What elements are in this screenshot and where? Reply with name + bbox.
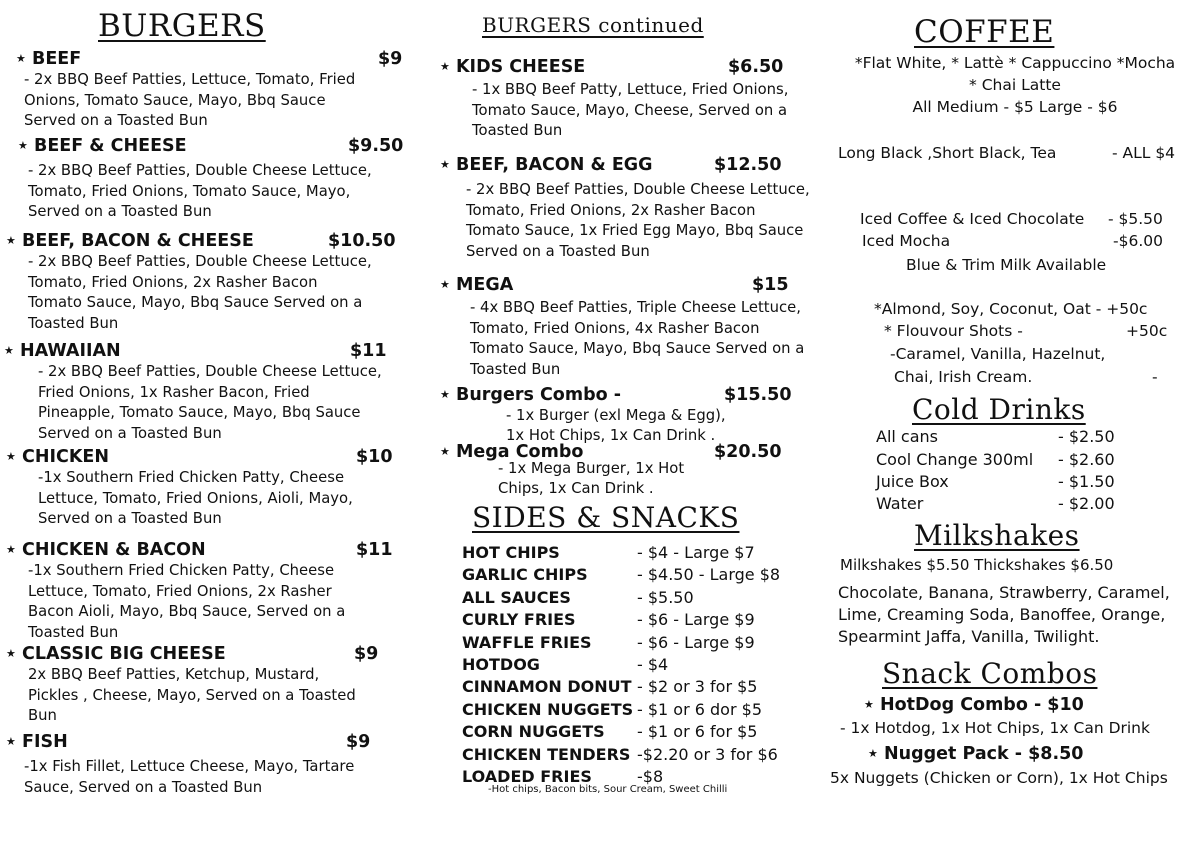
star-icon: ★ bbox=[6, 647, 16, 660]
star-icon: ★ bbox=[16, 52, 26, 65]
item-name: MEGA bbox=[456, 275, 514, 295]
list-item: ALL SAUCES - $5.50 bbox=[462, 587, 694, 607]
item-description: -1x Southern Fried Chicken Patty, Cheese Lettuce, Tomato, Fried Onions, 2x Rasher Bacon Aioli, Mayo, Bbq Sauce, Served on a Toasted Bun bbox=[28, 562, 346, 641]
item-name: CHICKEN & BACON bbox=[22, 540, 206, 560]
menu-item-beef bbox=[16, 48, 406, 132]
milkshake-flavours-2: Lime, Creaming Soda, Banoffee, Orange, bbox=[838, 605, 1166, 624]
item-description: - 2x BBQ Beef Patties, Double Cheese Lettuce, Tomato, Fried Onions, Tomato Sauce, Mayo, Served on a Toasted Bun bbox=[28, 162, 372, 221]
coffee-types: *Flat White, * Lattè * Cappuccino *Mocha bbox=[854, 54, 1176, 72]
item-name: FISH bbox=[22, 732, 68, 752]
list-item: GARLIC CHIPS - $4.50 - Large $8 bbox=[462, 565, 781, 585]
item-description: - 1x BBQ Beef Patty, Lettuce, Fried Onions, Tomato Sauce, Mayo, Cheese, Served on a Toasted Bun bbox=[472, 81, 789, 140]
list-item: Cool Change 300ml - $2.60 bbox=[876, 450, 1115, 469]
item-description: - 1x Burger (exl Mega & Egg), 1x Hot Chips, 1x Can Drink . bbox=[506, 407, 726, 444]
coffee-black-tea-price: - ALL $4 bbox=[1112, 144, 1176, 162]
list-item: HOT CHIPS - $4 - Large $7 bbox=[462, 543, 755, 562]
coffee-sizes: All Medium - $5 Large - $6 bbox=[912, 98, 1118, 116]
flavour-shots-price: +50c bbox=[1126, 322, 1168, 340]
item-name: KIDS CHEESE bbox=[456, 57, 586, 77]
milkshake-flavours-3: Spearmint Jaffa, Vanilla, Twilight. bbox=[838, 627, 1100, 646]
item-name: HAWAIIAN bbox=[20, 341, 121, 361]
star-icon: ★ bbox=[6, 543, 16, 556]
milkshakes-title: Milkshakes bbox=[914, 519, 1080, 552]
item-name: CHICKEN bbox=[22, 447, 110, 467]
item-price: $11 bbox=[356, 540, 393, 560]
snack-combos-title: Snack Combos bbox=[882, 657, 1098, 690]
hotdog-combo-description: - 1x Hotdog, 1x Hot Chips, 1x Can Drink bbox=[840, 719, 1150, 737]
sides-snacks-title: SIDES & SNACKS bbox=[472, 501, 740, 534]
flavour-list-1: -Caramel, Vanilla, Hazelnut, bbox=[890, 345, 1106, 363]
item-price: $15 bbox=[752, 275, 789, 295]
cold-drinks-title: Cold Drinks bbox=[912, 393, 1086, 426]
menu-item-hawaiian bbox=[4, 340, 404, 444]
item-name: BEEF, BACON & EGG bbox=[456, 155, 653, 175]
star-icon: ★ bbox=[6, 234, 16, 247]
menu-item-mega-combo bbox=[440, 441, 840, 499]
star-icon: ★ bbox=[4, 344, 14, 357]
coffee-title: COFFEE bbox=[914, 14, 1055, 50]
item-description: -1x Southern Fried Chicken Patty, Cheese Lettuce, Tomato, Fried Onions, Aioli, Mayo, Served on a Toasted Bun bbox=[38, 469, 353, 528]
hotdog-combo: ★ HotDog Combo - $10 bbox=[864, 695, 1084, 715]
sides-list bbox=[462, 542, 822, 788]
loaded-fries-note: -Hot chips, Bacon bits, Sour Cream, Sweet Chilli bbox=[488, 784, 728, 795]
item-price: $12.50 bbox=[714, 155, 782, 175]
item-price: $20.50 bbox=[714, 442, 782, 462]
item-description: 2x BBQ Beef Patties, Ketchup, Mustard, Pickles , Cheese, Mayo, Served on a Toasted Bun bbox=[28, 666, 356, 725]
item-name: BEEF & CHEESE bbox=[34, 136, 187, 156]
star-icon: ★ bbox=[868, 747, 878, 760]
burgers-continued-title: BURGERS continued bbox=[482, 13, 704, 37]
menu-item-chicken-bacon bbox=[6, 539, 406, 643]
list-item: Juice Box - $1.50 bbox=[876, 472, 1115, 491]
menu-item-fish bbox=[6, 731, 406, 798]
list-item: All cans - $2.50 bbox=[876, 427, 1115, 446]
milkshake-prices: Milkshakes $5.50 Thickshakes $6.50 bbox=[840, 556, 1114, 574]
item-description: - 2x BBQ Beef Patties, Double Cheese Lettuce, Tomato, Fried Onions, 2x Rasher Bacon Tomato Sauce, Mayo, Bbq Sauce Served on a Toasted Bun bbox=[28, 253, 372, 332]
milkshake-flavours-1: Chocolate, Banana, Strawberry, Caramel, bbox=[838, 583, 1170, 602]
list-item: WAFFLE FRIES - $6 - Large $9 bbox=[462, 632, 755, 652]
list-item: CHICKEN NUGGETS - $1 or 6 dor $5 bbox=[462, 699, 762, 719]
item-description: - 2x BBQ Beef Patties, Double Cheese Lettuce, Fried Onions, 1x Rasher Bacon, Fried Pineapple, Tomato Sauce, Mayo, Bbq Sauce Served on a Toasted Bun bbox=[38, 363, 382, 442]
menu-item-kids-cheese bbox=[440, 56, 840, 142]
menu-item-classic-big-cheese bbox=[6, 643, 406, 727]
item-price: $9 bbox=[354, 644, 379, 664]
list-item: LOADED FRIES -$8 bbox=[462, 766, 664, 786]
item-name: Burgers Combo - bbox=[456, 385, 621, 405]
iced-mocha-price: -$6.00 bbox=[1113, 232, 1163, 250]
flavour-list-dash: - bbox=[1152, 368, 1158, 386]
iced-coffee-price: - $5.50 bbox=[1108, 210, 1163, 228]
item-price: $11 bbox=[350, 341, 387, 361]
iced-mocha: Iced Mocha bbox=[862, 232, 951, 250]
star-icon: ★ bbox=[440, 60, 450, 73]
flavour-list-2: Chai, Irish Cream. bbox=[894, 368, 1033, 386]
flavour-shots: * Flouvour Shots - bbox=[884, 322, 1023, 340]
item-description: - 4x BBQ Beef Patties, Triple Cheese Lettuce, Tomato, Fried Onions, 4x Rasher Bacon Tomato Sauce, Mayo, Bbq Sauce Served on a Toasted Bun bbox=[470, 299, 805, 378]
item-description: -1x Fish Fillet, Lettuce Cheese, Mayo, Tartare Sauce, Served on a Toasted Bun bbox=[24, 758, 355, 796]
list-item: CURLY FRIES - $6 - Large $9 bbox=[462, 610, 755, 630]
item-name: BEEF, BACON & CHEESE bbox=[22, 231, 254, 251]
item-price: $9 bbox=[346, 732, 371, 752]
burgers-title: BURGERS bbox=[98, 8, 266, 44]
alt-milks: *Almond, Soy, Coconut, Oat - +50c bbox=[874, 300, 1148, 318]
star-icon: ★ bbox=[6, 735, 16, 748]
milk-note: Blue & Trim Milk Available bbox=[906, 256, 1107, 274]
item-price: $15.50 bbox=[724, 385, 792, 405]
item-description: - 2x BBQ Beef Patties, Lettuce, Tomato, Fried Onions, Tomato Sauce, Mayo, Bbq Sauce Served on a Toasted Bun bbox=[24, 71, 356, 130]
iced-coffee: Iced Coffee & Iced Chocolate bbox=[860, 210, 1085, 228]
menu-item-beef-cheese bbox=[18, 135, 408, 223]
item-price: $9.50 bbox=[348, 136, 404, 156]
item-price: $6.50 bbox=[728, 57, 784, 77]
star-icon: ★ bbox=[18, 139, 28, 152]
menu-item-beef-bacon-cheese bbox=[6, 230, 406, 334]
coffee-black-tea: Long Black ,Short Black, Tea bbox=[838, 144, 1057, 162]
list-item: HOTDOG - $4 bbox=[462, 654, 669, 674]
menu-item-mega bbox=[440, 274, 840, 380]
star-icon: ★ bbox=[440, 388, 450, 401]
nugget-pack-description: 5x Nuggets (Chicken or Corn), 1x Hot Chips bbox=[830, 769, 1168, 787]
star-icon: ★ bbox=[440, 445, 450, 458]
star-icon: ★ bbox=[864, 698, 874, 711]
item-price: $10 bbox=[356, 447, 393, 467]
item-name: Mega Combo bbox=[456, 442, 584, 462]
menu-item-beef-bacon-egg bbox=[440, 154, 840, 262]
list-item: CORN NUGGETS - $1 or 6 for $5 bbox=[462, 722, 758, 742]
star-icon: ★ bbox=[6, 450, 16, 463]
item-name: CLASSIC BIG CHEESE bbox=[22, 644, 226, 664]
menu-item-burgers-combo bbox=[440, 384, 840, 446]
coffee-chai: * Chai Latte bbox=[969, 76, 1061, 94]
menu-item-chicken bbox=[6, 446, 406, 530]
star-icon: ★ bbox=[440, 158, 450, 171]
nugget-pack: ★ Nugget Pack - $8.50 bbox=[868, 744, 1084, 764]
item-description: - 1x Mega Burger, 1x Hot Chips, 1x Can Drink . bbox=[498, 460, 685, 497]
list-item: CHICKEN TENDERS -$2.20 or 3 for $6 bbox=[462, 744, 778, 764]
item-description: - 2x BBQ Beef Patties, Double Cheese Lettuce, Tomato, Fried Onions, 2x Rasher Bacon Tomato Sauce, 1x Fried Egg Mayo, Bbq Sauce Served on a Toasted Bun bbox=[466, 181, 810, 260]
item-price: $9 bbox=[378, 49, 403, 69]
item-name: BEEF bbox=[32, 49, 82, 69]
item-price: $10.50 bbox=[328, 231, 396, 251]
star-icon: ★ bbox=[440, 278, 450, 291]
list-item: CINNAMON DONUT - $2 or 3 for $5 bbox=[462, 677, 758, 697]
list-item: Water - $2.00 bbox=[876, 494, 1115, 513]
